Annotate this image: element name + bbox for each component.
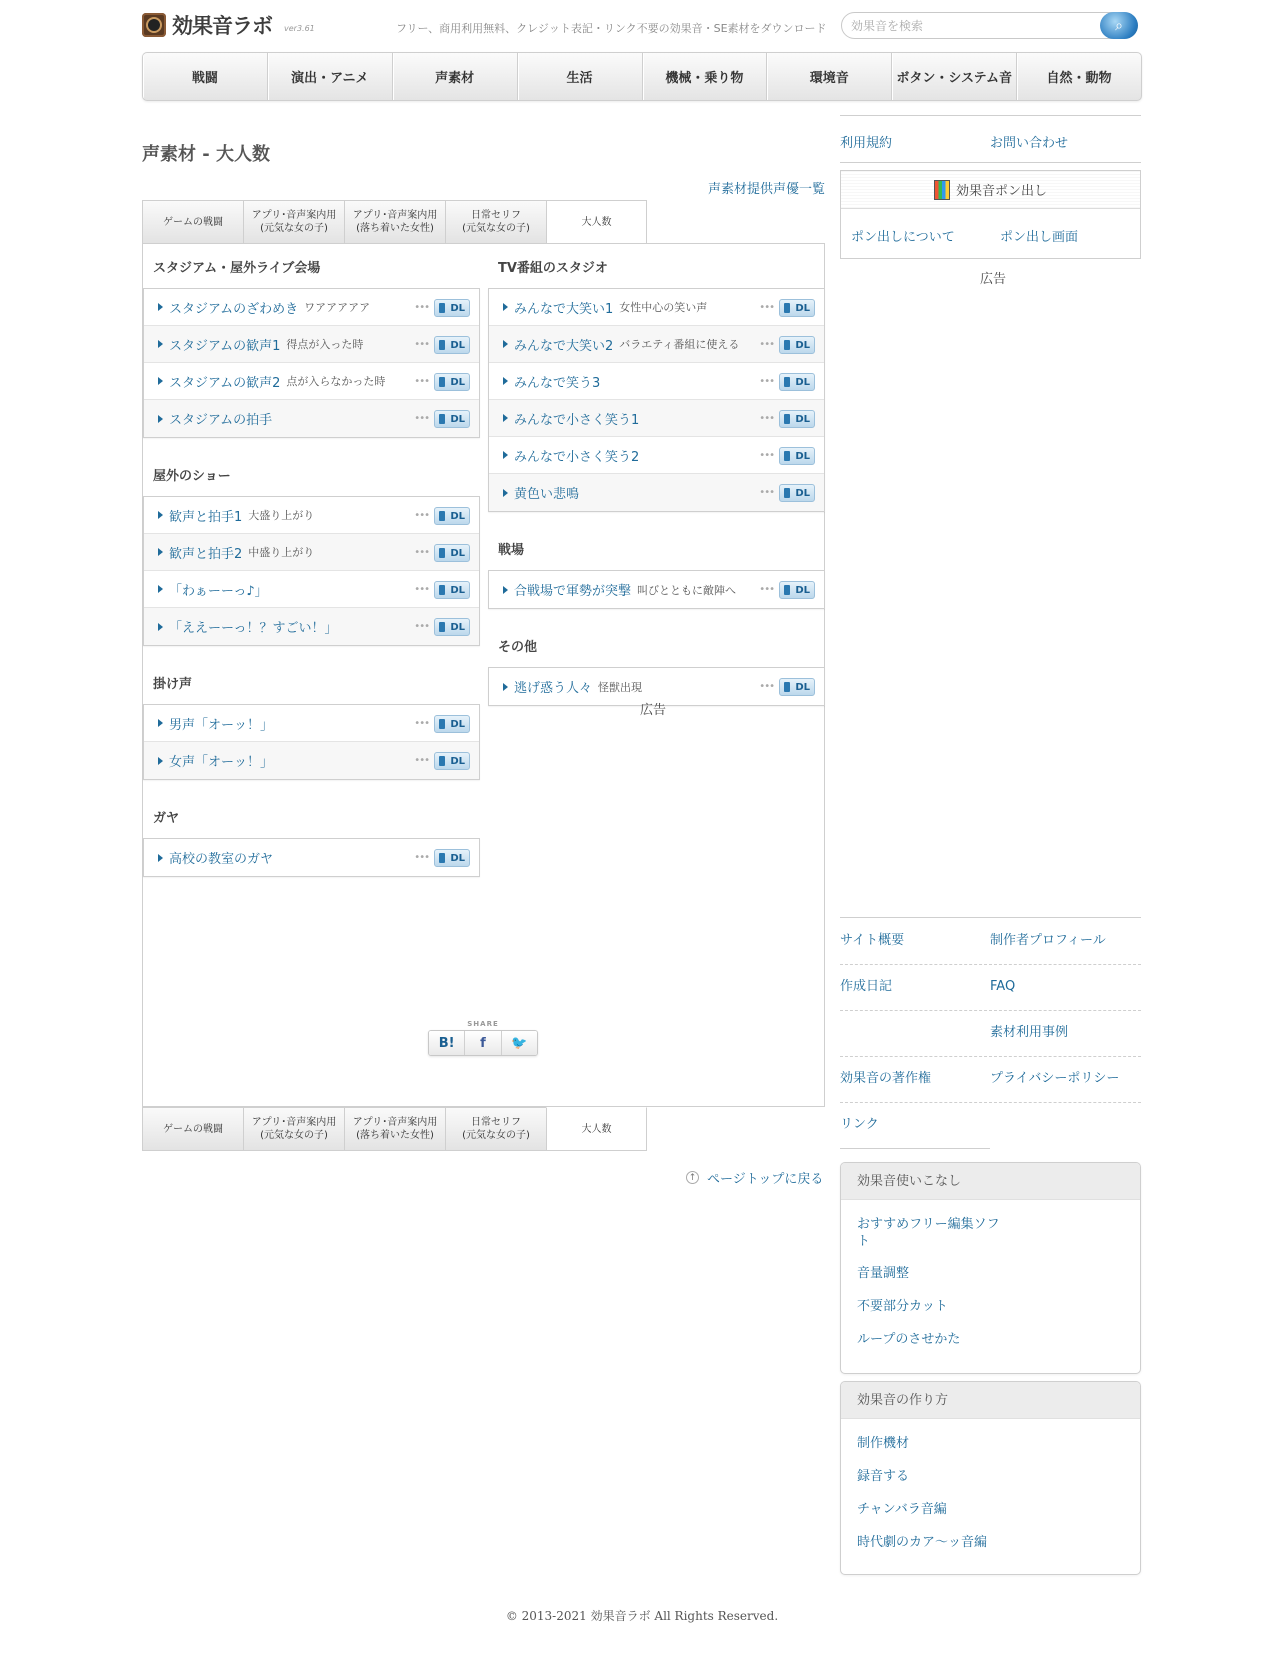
sound-name-link[interactable]: 合戦場で軍勢が突撃 xyxy=(514,584,632,599)
sidebar-top-links xyxy=(840,115,1141,163)
download-button[interactable]: DL xyxy=(779,484,815,502)
logo-text: 効果音ラボ xyxy=(172,14,272,38)
sound-item xyxy=(144,571,479,608)
play-arrow-icon[interactable] xyxy=(158,377,163,385)
sound-group xyxy=(488,633,825,706)
dots-icon: ••• xyxy=(759,584,774,595)
tab-app-genki[interactable] xyxy=(243,200,344,244)
sound-note: バラエティ番組に使える xyxy=(619,338,740,351)
ad-label: 広告 xyxy=(640,703,667,718)
download-button[interactable]: DL xyxy=(434,507,470,525)
sound-item xyxy=(489,363,824,400)
sound-group xyxy=(143,254,480,438)
download-button[interactable]: DL xyxy=(434,299,470,317)
sound-name-link[interactable]: スタジアムの拍手 xyxy=(169,413,273,428)
tab-label: ゲームの戦闘 xyxy=(163,1123,223,1135)
download-button[interactable]: DL xyxy=(779,373,815,391)
download-button[interactable]: DL xyxy=(779,447,815,465)
play-arrow-icon[interactable] xyxy=(503,414,508,422)
how-to-make-link[interactable]: 制作機材 xyxy=(857,1436,910,1451)
tab-app-calm[interactable] xyxy=(344,200,445,244)
hatena-bookmark-button[interactable]: B! xyxy=(429,1031,465,1055)
dots-icon: ••• xyxy=(414,376,429,387)
page-title: 声素材 - 大人数 xyxy=(142,144,271,165)
sound-name-link[interactable]: 逃げ惑う人々 xyxy=(514,681,593,696)
sound-name-link[interactable]: スタジアムのざわめき xyxy=(169,301,299,317)
sound-list xyxy=(488,288,825,512)
sound-list xyxy=(143,496,480,646)
sound-item xyxy=(489,289,824,326)
arrow-up-icon: ↑ xyxy=(686,1171,699,1184)
facebook-button[interactable]: f xyxy=(465,1031,501,1055)
tab-label: ゲームの戦闘 xyxy=(163,216,223,228)
tab-label: アプリ･音声案内用 (元気な女の子) xyxy=(251,210,337,234)
nav-item-anime[interactable]: 演出・アニメ xyxy=(268,53,393,100)
sound-item xyxy=(489,571,824,608)
dots-icon: ••• xyxy=(414,339,429,350)
sound-item xyxy=(144,400,479,437)
sound-name-link[interactable]: 男声「オーッ！」 xyxy=(169,717,274,733)
page-top-label: ページトップに戻る xyxy=(707,1172,824,1187)
twitter-button[interactable]: 🐦 xyxy=(502,1031,537,1055)
search-input[interactable] xyxy=(851,19,1091,33)
usage-tips-box xyxy=(840,1162,1141,1374)
category-tabs-bottom xyxy=(142,1107,647,1151)
how-to-make-title: 効果音の作り方 xyxy=(841,1382,1140,1419)
play-arrow-icon[interactable] xyxy=(503,340,508,348)
sound-name-link[interactable]: みんなで笑う3 xyxy=(514,375,601,391)
download-button[interactable]: DL xyxy=(779,410,815,428)
dots-icon: ••• xyxy=(759,376,774,387)
play-arrow-icon[interactable] xyxy=(503,489,508,497)
voice-actor-list-link[interactable]: 声素材提供声優一覧 xyxy=(708,182,826,197)
download-button[interactable]: DL xyxy=(434,849,470,867)
tab-label: アプリ･音声案内用 (元気な女の子) xyxy=(251,1117,337,1141)
nav-item-machine[interactable]: 機械・乗り物 xyxy=(643,53,768,100)
nav-item-nature[interactable]: 自然・動物 xyxy=(1017,53,1141,100)
tab-app-genki[interactable] xyxy=(243,1107,344,1151)
faq-link[interactable]: FAQ xyxy=(990,979,1016,994)
sound-item xyxy=(489,474,824,511)
sound-item xyxy=(489,326,824,363)
sound-note: 点が入らなかった時 xyxy=(286,375,386,388)
play-arrow-icon[interactable] xyxy=(503,451,508,459)
dots-icon: ••• xyxy=(414,547,429,558)
site-tagline: フリー、商用利用無料、クレジット表記・リンク不要の効果音・SE素材をダウンロード xyxy=(396,22,827,35)
dots-icon: ••• xyxy=(759,339,774,350)
sound-item xyxy=(144,742,479,779)
nav-item-environment[interactable]: 環境音 xyxy=(767,53,892,100)
site-logo[interactable] xyxy=(142,10,315,40)
how-to-make-box xyxy=(840,1381,1141,1575)
usage-examples-link[interactable]: 素材利用事例 xyxy=(990,1025,1069,1040)
sound-group xyxy=(488,536,825,609)
play-arrow-icon[interactable] xyxy=(158,585,163,593)
play-arrow-icon[interactable] xyxy=(158,340,163,348)
play-arrow-icon[interactable] xyxy=(158,854,163,862)
nav-item-button-system[interactable]: ボタン・システム音 xyxy=(892,53,1017,100)
links-link[interactable]: リンク xyxy=(840,1117,879,1132)
sound-item xyxy=(144,326,479,363)
search-box xyxy=(841,12,1137,39)
tab-crowd[interactable] xyxy=(546,1107,647,1151)
sound-name-link[interactable]: 女声「オーッ！」 xyxy=(169,755,274,770)
tab-label: 日常セリフ (元気な女の子) xyxy=(462,1117,530,1141)
sound-name-link[interactable]: 歓声と拍手2 xyxy=(169,546,243,562)
play-arrow-icon[interactable] xyxy=(158,303,163,311)
sound-name-link[interactable]: 高校の教室のガヤ xyxy=(169,852,274,867)
play-arrow-icon[interactable] xyxy=(503,303,508,311)
global-nav xyxy=(142,52,1142,101)
dots-icon: ••• xyxy=(414,302,429,313)
dots-icon: ••• xyxy=(414,852,429,863)
download-button[interactable]: DL xyxy=(779,336,815,354)
download-button[interactable]: DL xyxy=(434,715,470,733)
search-icon: ⌕ xyxy=(1115,17,1123,34)
download-button[interactable]: DL xyxy=(434,544,470,562)
diary-link[interactable]: 作成日記 xyxy=(840,979,893,994)
contact-link[interactable]: お問い合わせ xyxy=(990,136,1069,151)
tab-app-calm[interactable] xyxy=(344,1107,445,1151)
creator-profile-link[interactable]: 制作者プロフィール xyxy=(990,933,1106,948)
sound-list xyxy=(143,838,480,877)
sound-note: 女性中心の笑い声 xyxy=(619,301,708,314)
sound-item xyxy=(144,839,479,876)
download-button[interactable]: DL xyxy=(779,678,815,696)
tab-label: アプリ･音声案内用 (落ち着いた女性) xyxy=(352,210,438,234)
dots-icon: ••• xyxy=(414,584,429,595)
dots-icon: ••• xyxy=(759,413,774,424)
usage-tip-link[interactable]: ループのさせかた xyxy=(857,1332,961,1347)
dots-icon: ••• xyxy=(759,487,774,498)
download-button[interactable]: DL xyxy=(434,336,470,354)
pon-dashi-title: 効果音ポン出し xyxy=(955,184,1047,199)
group-title: スタジアム・屋外ライブ会場 xyxy=(153,261,321,276)
download-button[interactable]: DL xyxy=(779,581,815,599)
copyright-link[interactable]: 効果音の著作権 xyxy=(840,1071,932,1086)
dots-icon: ••• xyxy=(759,302,774,313)
right-column xyxy=(488,254,825,706)
play-arrow-icon[interactable] xyxy=(158,548,163,556)
group-title: ガヤ xyxy=(153,811,180,826)
how-to-make-link[interactable]: 時代劇のカア～ッ音編 xyxy=(857,1535,988,1550)
tab-daily[interactable] xyxy=(445,200,546,244)
tab-game-battle[interactable] xyxy=(142,1107,243,1151)
palette-icon xyxy=(934,180,950,200)
sound-name-link[interactable]: みんなで大笑い1 xyxy=(514,301,614,317)
usage-tip-link[interactable]: 音量調整 xyxy=(857,1266,910,1281)
site-about-link[interactable]: サイト概要 xyxy=(840,933,905,948)
tab-label: 大人数 xyxy=(581,1123,612,1135)
how-to-make-link[interactable]: チャンバラ音編 xyxy=(857,1502,947,1517)
play-arrow-icon[interactable] xyxy=(158,757,163,765)
tab-label: 大人数 xyxy=(581,216,612,228)
usage-tip-link[interactable]: おすすめフリー編集ソフト xyxy=(857,1217,1000,1249)
sound-item xyxy=(144,363,479,400)
download-button[interactable]: DL xyxy=(434,373,470,391)
version-label: ver3.61 xyxy=(284,23,315,33)
play-arrow-icon[interactable] xyxy=(158,719,163,727)
sound-list xyxy=(143,288,480,438)
download-button[interactable]: DL xyxy=(434,752,470,770)
sidebar-ad-label: 広告 xyxy=(980,272,1007,287)
sound-name-link[interactable]: みんなで大笑い2 xyxy=(514,338,614,354)
group-title: 掛け声 xyxy=(153,677,193,692)
sound-group xyxy=(143,804,480,877)
download-button[interactable]: DL xyxy=(434,618,470,636)
pon-dashi-about-link[interactable]: ポン出しについて xyxy=(851,230,955,245)
group-title: 屋外のショー xyxy=(153,469,231,484)
download-button[interactable]: DL xyxy=(434,410,470,428)
play-arrow-icon[interactable] xyxy=(503,683,508,691)
sound-item xyxy=(144,289,479,326)
copyright: © 2013-2021 効果音ラボ All Rights Reserved. xyxy=(505,1609,779,1623)
share-label: SHARE xyxy=(467,1020,499,1028)
dots-icon: ••• xyxy=(414,621,429,632)
sound-name-link[interactable]: スタジアムの歓声2 xyxy=(169,375,281,391)
sidebar-site-links xyxy=(840,917,1141,1132)
play-arrow-icon[interactable] xyxy=(503,377,508,385)
play-arrow-icon[interactable] xyxy=(158,511,163,519)
sound-name-link[interactable]: 歓声と拍手1 xyxy=(169,509,243,525)
tab-daily[interactable] xyxy=(445,1107,546,1151)
nav-item-voice[interactable]: 声素材 xyxy=(393,53,518,100)
download-button[interactable]: DL xyxy=(779,299,815,317)
tab-label: アプリ･音声案内用 (落ち着いた女性) xyxy=(352,1117,438,1141)
group-title: その他 xyxy=(498,640,538,655)
tab-label: 日常セリフ (元気な女の子) xyxy=(462,210,530,234)
tab-game-battle[interactable] xyxy=(142,200,243,244)
dots-icon: ••• xyxy=(414,755,429,766)
dots-icon: ••• xyxy=(414,413,429,424)
sound-name-link[interactable]: みんなで小さく笑う2 xyxy=(514,449,640,465)
nav-item-life[interactable]: 生活 xyxy=(518,53,643,100)
group-title: TV番組のスタジオ xyxy=(498,261,608,276)
sound-note: 得点が入った時 xyxy=(286,338,364,351)
tab-crowd[interactable] xyxy=(546,200,647,244)
dots-icon: ••• xyxy=(759,450,774,461)
pon-dashi-screen-link[interactable]: ポン出し画面 xyxy=(1000,230,1079,245)
sound-name-link[interactable]: 「ええーーっ！？すごい！」 xyxy=(169,621,338,636)
sound-group xyxy=(143,670,480,780)
download-button[interactable]: DL xyxy=(434,581,470,599)
content-panel xyxy=(142,243,825,1107)
usage-tip-link[interactable]: 不要部分カット xyxy=(857,1299,948,1314)
sound-group xyxy=(143,462,480,646)
sound-note: 大盛り上がり xyxy=(248,509,315,522)
category-tabs-top xyxy=(142,200,647,244)
nav-item-battle[interactable]: 戦闘 xyxy=(143,53,268,100)
dots-icon: ••• xyxy=(414,718,429,729)
how-to-make-link[interactable]: 録音する xyxy=(857,1469,910,1484)
sound-note: 中盛り上がり xyxy=(248,546,315,559)
page-top-link[interactable] xyxy=(686,1168,823,1187)
sound-name-link[interactable]: 黄色い悲鳴 xyxy=(514,487,580,502)
sound-group xyxy=(488,254,825,512)
usage-tips-title: 効果音使いこなし xyxy=(841,1163,1140,1200)
search-button[interactable] xyxy=(1100,12,1138,39)
sound-note: 叫びとともに敵陣へ xyxy=(637,583,737,597)
sound-item xyxy=(144,497,479,534)
sound-item xyxy=(489,400,824,437)
sound-item xyxy=(144,705,479,742)
terms-link[interactable]: 利用規約 xyxy=(840,136,893,151)
sound-list xyxy=(143,704,480,780)
group-title: 戦場 xyxy=(498,543,525,558)
sound-name-link[interactable]: スタジアムの歓声1 xyxy=(169,338,281,354)
sound-name-link[interactable]: 「わぁーーっ♪」 xyxy=(169,583,268,599)
sound-item xyxy=(144,534,479,571)
play-arrow-icon[interactable] xyxy=(158,623,163,631)
dots-icon: ••• xyxy=(414,510,429,521)
speaker-logo-icon xyxy=(142,13,166,37)
play-arrow-icon[interactable] xyxy=(158,415,163,423)
sound-item xyxy=(489,437,824,474)
sound-note: ワアアアアア xyxy=(304,301,371,314)
pon-dashi-box xyxy=(840,170,1141,259)
sound-note: 怪獣出現 xyxy=(598,680,643,694)
sound-item xyxy=(144,608,479,645)
sound-list xyxy=(488,570,825,609)
play-arrow-icon[interactable] xyxy=(503,586,508,594)
share-buttons xyxy=(428,1020,538,1056)
sound-name-link[interactable]: みんなで小さく笑う1 xyxy=(514,412,640,428)
privacy-policy-link[interactable]: プライバシーポリシー xyxy=(990,1071,1120,1086)
dots-icon: ••• xyxy=(759,681,774,692)
left-column xyxy=(143,254,480,877)
